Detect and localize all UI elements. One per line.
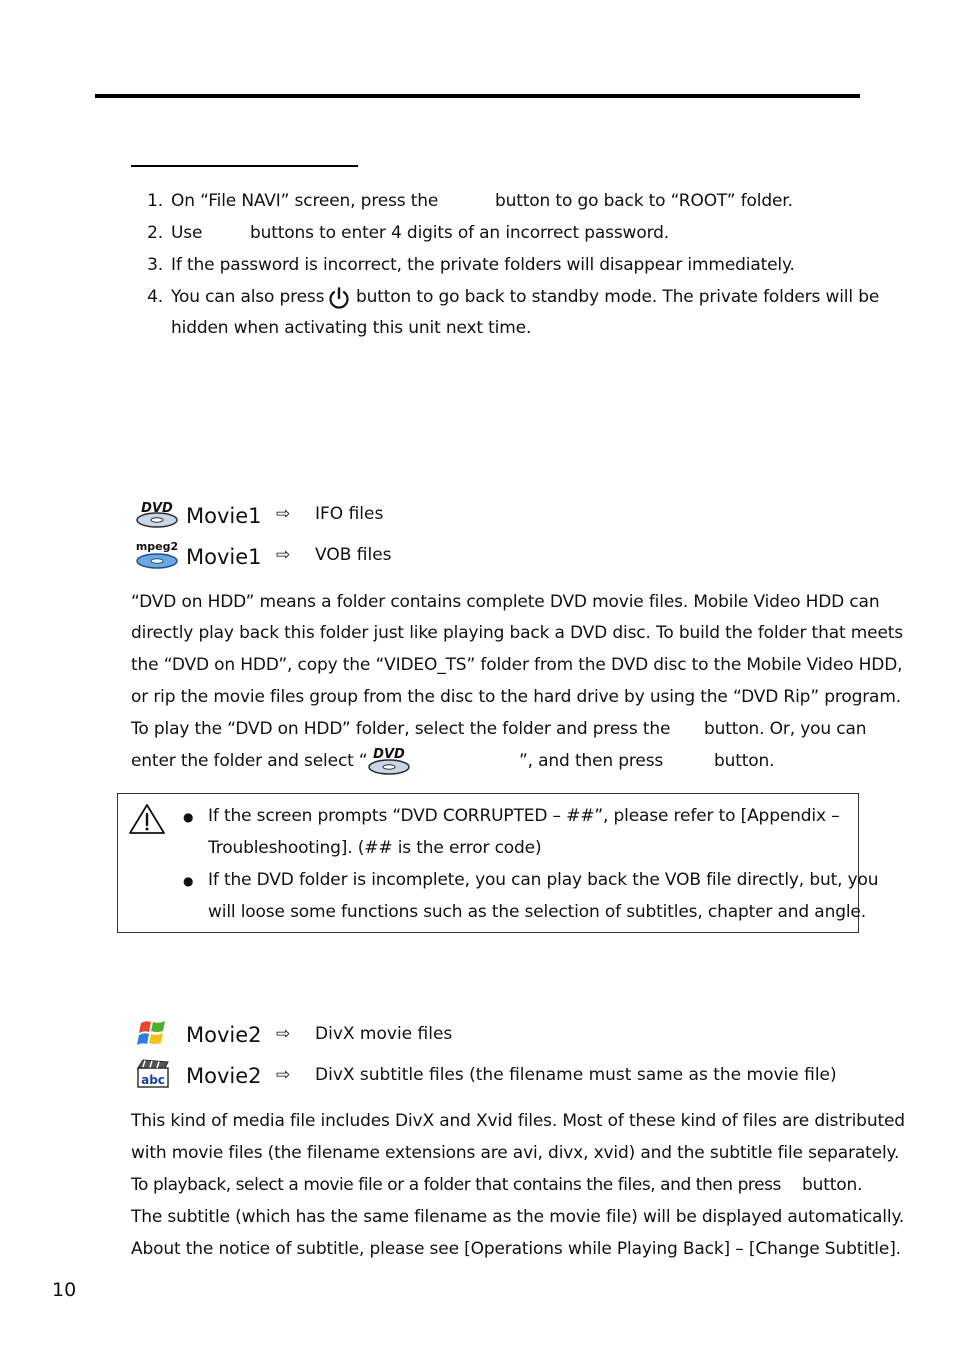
- svg-text:abc: abc: [141, 1073, 165, 1087]
- dvd-icon: [366, 744, 412, 776]
- paragraph-line: button. Or, you can: [704, 719, 867, 739]
- windows-media-icon: [135, 1017, 171, 1049]
- arrow-right-icon: ⇨: [276, 545, 291, 565]
- step-text: hidden when activating this unit next time.: [171, 318, 532, 338]
- file-name: Movie2: [186, 1023, 262, 1047]
- file-name: Movie2: [186, 1064, 262, 1088]
- page-number: 10: [52, 1279, 77, 1301]
- power-icon: [327, 286, 351, 310]
- paragraph-line: directly play back this folder just like playing back a DVD disc. To build the folder that meets: [131, 623, 903, 643]
- header-rule: [95, 94, 860, 98]
- paragraph-line: ”, and then press: [519, 751, 664, 771]
- step-number: 3.: [147, 255, 163, 275]
- warning-icon: [128, 803, 166, 835]
- file-type-label: DivX movie files: [315, 1024, 453, 1044]
- paragraph-line: button.: [714, 751, 775, 771]
- bullet-icon: ●: [183, 810, 194, 824]
- step-text: On “File NAVI” screen, press the: [171, 191, 439, 211]
- note-text: If the screen prompts “DVD CORRUPTED – ##”, please refer to [Appendix –: [208, 806, 840, 826]
- note-text: Troubleshooting]. (## is the error code): [208, 838, 542, 858]
- step-number: 1.: [147, 191, 163, 211]
- paragraph-line: or rip the movie files group from the disc to the hard drive by using the “DVD Rip” program.: [131, 687, 901, 707]
- step-number: 4.: [147, 287, 163, 307]
- step-number: 2.: [147, 223, 163, 243]
- paragraph-line: “DVD on HDD” means a folder contains complete DVD movie files. Mobile Video HDD can: [131, 592, 880, 612]
- mpeg2-icon: [135, 538, 179, 570]
- section-heading-underline: [131, 165, 358, 167]
- paragraph-line: To play the “DVD on HDD” folder, select the folder and press the: [131, 719, 671, 739]
- file-type-label: VOB files: [315, 545, 392, 565]
- file-type-label: IFO files: [315, 504, 384, 524]
- bullet-icon: ●: [183, 874, 194, 888]
- paragraph-line: button.: [802, 1175, 863, 1195]
- file-name: Movie1: [186, 504, 262, 528]
- note-text: will loose some functions such as the selection of subtitles, chapter and angle.: [208, 902, 866, 922]
- paragraph-line: with movie files (the filename extensions are avi, divx, xvid) and the subtitle file separately.: [131, 1143, 900, 1163]
- svg-text:DVD: DVD: [373, 747, 405, 762]
- step-text: buttons to enter 4 digits of an incorrect password.: [250, 223, 670, 243]
- arrow-right-icon: ⇨: [276, 504, 291, 524]
- paragraph-line: To playback, select a movie file or a folder that contains the files, and then press: [131, 1175, 781, 1195]
- note-text: If the DVD folder is incomplete, you can play back the VOB file directly, but, you: [208, 870, 879, 890]
- file-type-label: DivX subtitle files (the filename must same as the movie file): [315, 1065, 837, 1085]
- paragraph-line: enter the folder and select “: [131, 751, 368, 771]
- subtitle-abc-icon: [135, 1057, 171, 1089]
- paragraph-line: The subtitle (which has the same filename as the movie file) will be displayed automatically.: [131, 1207, 905, 1227]
- step-text: button to go back to “ROOT” folder.: [495, 191, 793, 211]
- svg-text:DVD: DVD: [141, 501, 173, 516]
- paragraph-line: About the notice of subtitle, please see [Operations while Playing Back] – [Change Subtitle].: [131, 1239, 901, 1259]
- paragraph-line: This kind of media file includes DivX and Xvid files. Most of these kind of files are distributed: [131, 1111, 905, 1131]
- step-text: Use: [171, 223, 203, 243]
- arrow-right-icon: ⇨: [276, 1065, 291, 1085]
- file-name: Movie1: [186, 545, 262, 569]
- step-text: button to go back to standby mode. The private folders will be: [356, 287, 880, 307]
- paragraph-line: the “DVD on HDD”, copy the “VIDEO_TS” folder from the DVD disc to the Mobile Video HDD,: [131, 655, 903, 675]
- step-text: If the password is incorrect, the private folders will disappear immediately.: [171, 255, 795, 275]
- svg-text:mpeg2: mpeg2: [135, 540, 179, 553]
- arrow-right-icon: ⇨: [276, 1024, 291, 1044]
- dvd-icon: [135, 499, 179, 529]
- step-text: You can also press: [171, 287, 325, 307]
